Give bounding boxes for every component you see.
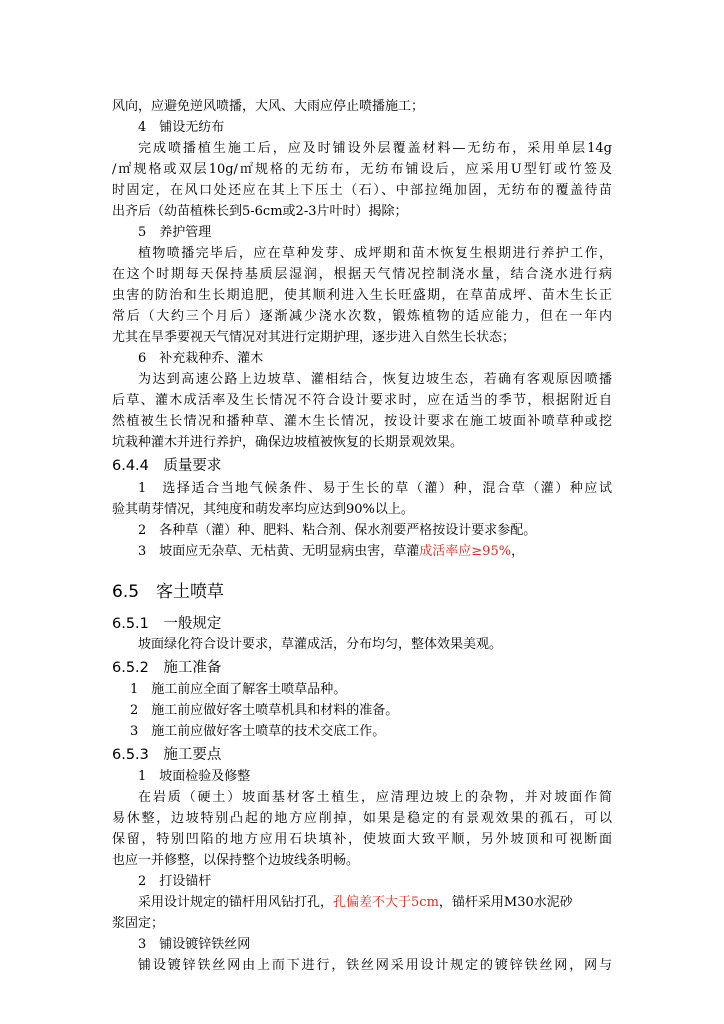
section-heading-6-4-4: 6.4.4 质量要求 bbox=[112, 458, 222, 474]
section-heading-6-5-3: 6.5.3 施工要点 bbox=[112, 747, 222, 763]
text-run: 3 坡面应无杂草、无枯黄、无明显病虫害，草灌 bbox=[138, 544, 420, 559]
list-item-2: 2 打设锚杆 bbox=[138, 874, 212, 889]
paragraph-line: 虫害的防治和生长期追肥，使其顺利进入生长旺盛期，在草苗成坪、苗木生长正 bbox=[112, 288, 612, 303]
paragraph-line: 后草、灌木成活率及生长情况不符合设计要求时，应在适当的季节，根据附近自 bbox=[112, 393, 612, 408]
paragraph-line: 为达到高速公路上边坡草、灌相结合，恢复边坡生态，若确有客观原因喷播 bbox=[138, 372, 612, 387]
paragraph-line: 常后（大约三个月后）逐渐减少浇水次数，锻炼植物的适应能力，但在一年内 bbox=[112, 309, 612, 324]
list-item: 1 施工前应全面了解客土喷草品种。 bbox=[130, 682, 347, 697]
section-heading-6-5-2: 6.5.2 施工准备 bbox=[112, 660, 222, 676]
paragraph-line: /㎡规格或双层10g/㎡规格的无纺布，无纺布铺设后，应采用U型钉或竹签及 bbox=[112, 162, 612, 177]
paragraph-line: 风向，应避免逆风喷播，大风、大雨应停止喷播施工； bbox=[112, 99, 425, 114]
list-item-1: 1 坡面检验及修整 bbox=[138, 769, 251, 784]
list-item: 3 施工前应做好客土喷草的技术交底工作。 bbox=[130, 724, 386, 739]
text-run: ， bbox=[511, 544, 525, 559]
text-run: 采用设计规定的锚杆用风钻打孔， bbox=[138, 895, 334, 910]
paragraph-line: 1 选择适合当地气候条件、易于生长的草（灌）种，混合草（灌）种应试 bbox=[138, 481, 612, 496]
section-heading-6-5: 6.5 客土喷草 bbox=[112, 582, 225, 602]
highlight-text: 成活率应≥95% bbox=[419, 544, 512, 559]
paragraph-line: 验其萌芽情况，其纯度和萌发率均应达到90%以上。 bbox=[112, 502, 414, 517]
paragraph-line: 坡面绿化符合设计要求，草灌成活，分布均匀，整体效果美观。 bbox=[138, 637, 503, 652]
paragraph-line: 在岩质（硬土）坡面基材客土植生，应清理边坡上的杂物，并对坡面作简 bbox=[138, 790, 612, 805]
paragraph-line: 在这个时期每天保持基质层湿润，根据天气情况控制浇水量，结合浇水进行病 bbox=[112, 267, 612, 282]
paragraph-line: 时固定，在风口处还应在其上下压土（石）、中部拉绳加固，无纺布的覆盖待苗 bbox=[112, 183, 612, 198]
highlight-text: 孔偏差不大于5cm bbox=[333, 895, 439, 910]
list-item: 2 施工前应做好客土喷草机具和材料的准备。 bbox=[130, 703, 399, 718]
text-run: ，锚杆采用M30水泥砂 bbox=[438, 895, 573, 910]
paragraph-line: 浆固定； bbox=[112, 916, 165, 931]
paragraph-line: 保留，特别凹陷的地方应用石块填补，使坡面大致平顺，另外坡顶和可视断面 bbox=[112, 832, 612, 847]
list-item-4: 4 铺设无纺布 bbox=[138, 120, 225, 135]
paragraph-line: 尤其在旱季要视天气情况对其进行定期护理，逐步进入自然生长状态； bbox=[112, 330, 516, 345]
paragraph-line: 然植被生长情况和播种草、灌木生长情况，按设计要求在施工坡面补喷草种或挖 bbox=[112, 414, 612, 429]
paragraph-line: 也应一并修整，以保持整个边坡线条明畅。 bbox=[112, 853, 360, 868]
paragraph-line: 2 各种草（灌）种、肥料、粘合剂、保水剂要严格按设计要求参配。 bbox=[138, 523, 537, 538]
list-item-3: 3 铺设镀锌铁丝网 bbox=[138, 937, 251, 952]
paragraph-line: 易休整，边坡特别凸起的地方应削掉，如果是稳定的有景观效果的孤石，可以 bbox=[112, 811, 612, 826]
paragraph-line: 铺设镀锌铁丝网由上而下进行，铁丝网采用设计规定的镀锌铁丝网，网与 bbox=[138, 958, 612, 973]
paragraph-line: 植物喷播完毕后，应在草种发芽、成坪期和苗木恢复生根期进行养护工作， bbox=[138, 246, 612, 261]
paragraph-line bbox=[138, 892, 638, 913]
list-item-5: 5 养护管理 bbox=[138, 225, 212, 240]
paragraph-line bbox=[138, 541, 638, 562]
section-heading-6-5-1: 6.5.1 一般规定 bbox=[112, 616, 222, 632]
list-item-6: 6 补充栽种乔、灌木 bbox=[138, 351, 264, 366]
paragraph-line: 完成喷播植生施工后，应及时铺设外层覆盖材料—无纺布，采用单层14g bbox=[138, 141, 612, 156]
paragraph-line: 坑栽种灌木并进行养护，确保边坡植被恢复的长期景观效果。 bbox=[112, 435, 464, 450]
paragraph-line: 出齐后（幼苗植株长到5-6cm或2-3片叶时）揭除； bbox=[112, 204, 408, 219]
